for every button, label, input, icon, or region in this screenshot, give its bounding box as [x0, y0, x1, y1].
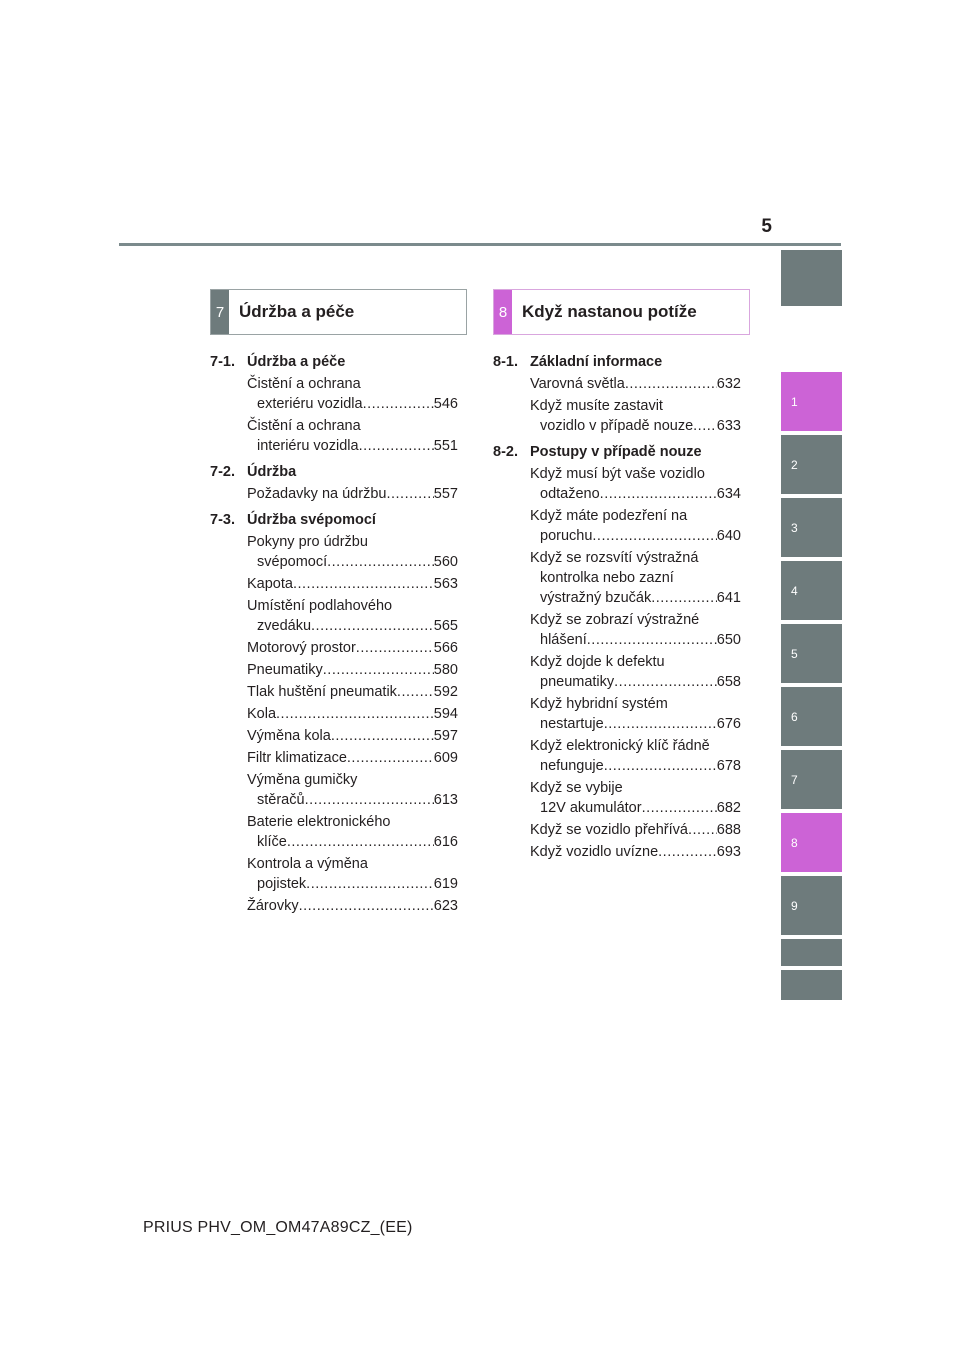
toc-entry[interactable]	[247, 770, 458, 810]
toc-entry[interactable]	[247, 574, 458, 594]
toc-entry[interactable]	[530, 694, 741, 734]
dot-leader	[356, 638, 434, 658]
toc-entry-text: Když se vybije	[530, 780, 623, 796]
chapter-tab-blank-11[interactable]	[781, 970, 842, 1000]
dot-leader	[311, 616, 434, 636]
chapter-heading[interactable]	[210, 510, 458, 530]
toc-page-number: 619	[433, 876, 458, 892]
chapter-tab-label: 3	[791, 520, 798, 535]
toc-page-number: 609	[433, 750, 458, 766]
toc-page-number: 563	[433, 576, 458, 592]
toc-entry[interactable]	[530, 548, 741, 608]
chapter-title: Údržba a péče	[247, 354, 346, 370]
toc-entry[interactable]	[530, 842, 741, 862]
toc-page-number: 594	[433, 706, 458, 722]
toc-entry-text: vozidlo v případě nouze	[540, 418, 694, 434]
toc-entry[interactable]	[530, 778, 741, 818]
toc-section-8	[493, 352, 741, 862]
toc-page-number: 633	[716, 418, 741, 434]
toc-entry[interactable]	[247, 638, 458, 658]
toc-entry[interactable]	[247, 374, 458, 414]
toc-page-number: 616	[433, 834, 458, 850]
toc-entry-text: Když se vozidlo přehřívá	[530, 822, 688, 838]
toc-entry[interactable]	[530, 396, 741, 436]
toc-page-number: 546	[433, 396, 458, 412]
toc-entry-text: Když elektronický klíč řádně	[530, 738, 710, 754]
chapter-tab-label: 7	[791, 772, 798, 787]
dot-leader	[306, 874, 434, 894]
toc-entry[interactable]	[530, 736, 741, 776]
chapter-tab-3[interactable]	[781, 498, 842, 557]
toc-page-number: 693	[716, 844, 741, 860]
toc-entry-text: Umístění podlahového	[247, 598, 393, 614]
toc-entry-text: Když se rozsvítí výstražná	[530, 550, 699, 566]
toc-entry-text: kontrolka nebo zazní	[540, 570, 674, 586]
dot-leader	[592, 526, 716, 546]
toc-entry[interactable]	[247, 682, 458, 702]
toc-entry-text: Výměna gumičky	[247, 772, 358, 788]
chapter-heading[interactable]	[493, 442, 741, 462]
chapter-tab-label: 5	[791, 646, 798, 661]
dot-leader	[604, 756, 717, 776]
chapter-title: Postupy v případě nouze	[530, 444, 702, 460]
chapter-tab-label: 4	[791, 583, 798, 598]
toc-entry[interactable]	[247, 896, 458, 916]
toc-page-number: 623	[433, 898, 458, 914]
chapter-heading[interactable]	[210, 462, 458, 482]
chapter-tab-blank-0[interactable]	[781, 250, 842, 306]
chapter-heading[interactable]	[210, 352, 458, 372]
chapter-tab-4[interactable]	[781, 561, 842, 620]
chapter-number: 8-1.	[493, 354, 518, 370]
chapter-tab-label: 1	[791, 394, 798, 409]
toc-entry[interactable]	[247, 532, 458, 572]
chapter-tab-label: 6	[791, 709, 798, 724]
toc-entry-text: odtaženo	[540, 486, 600, 502]
toc-entry-text: Když se zobrazí výstražné	[530, 612, 700, 628]
toc-entry-text: zvedáku	[257, 618, 312, 634]
toc-entry[interactable]	[247, 484, 458, 504]
toc-page-number: 566	[433, 640, 458, 656]
toc-entry[interactable]	[530, 652, 741, 692]
dot-leader	[651, 588, 717, 608]
dot-leader	[604, 714, 717, 734]
toc-entry-text: svépomocí	[257, 554, 328, 570]
dot-leader	[688, 820, 717, 840]
toc-page-number: 565	[433, 618, 458, 634]
toc-page-number: 640	[716, 528, 741, 544]
toc-entry[interactable]	[247, 660, 458, 680]
toc-entry[interactable]	[530, 506, 741, 546]
toc-entry[interactable]	[530, 464, 741, 504]
toc-entry-text: nefunguje	[540, 758, 604, 774]
chapter-tab-7[interactable]	[781, 750, 842, 809]
chapter-tab-9[interactable]	[781, 876, 842, 935]
dot-leader	[331, 726, 434, 746]
section-8-number: 8	[494, 290, 512, 334]
toc-entry-text: Baterie elektronického	[247, 814, 391, 830]
chapter-tab-label: 9	[791, 898, 798, 913]
dot-leader	[600, 484, 717, 504]
chapter-heading[interactable]	[493, 352, 741, 372]
toc-page-number: 634	[716, 486, 741, 502]
toc-page-number: 580	[433, 662, 458, 678]
toc-page-number: 560	[433, 554, 458, 570]
chapter-title: Základní informace	[530, 354, 663, 370]
toc-entry-text: Kola	[247, 706, 277, 722]
toc-entry[interactable]	[247, 416, 458, 456]
dot-leader	[587, 630, 717, 650]
toc-page-number: 678	[716, 758, 741, 774]
dot-leader	[397, 682, 434, 702]
toc-entry[interactable]	[247, 854, 458, 894]
section-7-title: Údržba a péče	[239, 302, 355, 321]
top-rule	[119, 243, 841, 246]
toc-entry-text: výstražný bzučák	[540, 590, 652, 606]
dot-leader	[287, 832, 434, 852]
toc-entry-text: Když dojde k defektu	[530, 654, 665, 670]
toc-page-number: 676	[716, 716, 741, 732]
section-7-header	[210, 289, 467, 335]
dot-leader	[386, 484, 433, 504]
toc-entry-text: Čistění a ochrana	[247, 418, 361, 434]
toc-entry-text: hlášení	[540, 632, 587, 648]
toc-entry-text: Čistění a ochrana	[247, 376, 361, 392]
toc-entry-text: Když máte podezření na	[530, 508, 688, 524]
toc-entry[interactable]	[530, 610, 741, 650]
dot-leader	[359, 436, 434, 456]
toc-entry-text: klíče	[257, 834, 287, 850]
toc-entry-text: pneumatiky	[540, 674, 615, 690]
chapter-number: 8-2.	[493, 444, 518, 460]
toc-entry-text: Pokyny pro údržbu	[247, 534, 368, 550]
toc-entry-text: Filtr klimatizace	[247, 750, 347, 766]
toc-entry[interactable]	[530, 820, 741, 840]
dot-leader	[299, 896, 434, 916]
toc-entry[interactable]	[247, 748, 458, 768]
toc-entry-text: stěračů	[257, 792, 305, 808]
dot-leader	[625, 374, 717, 394]
dot-leader	[323, 660, 434, 680]
toc-entry-text: nestartuje	[540, 716, 604, 732]
toc-entry-text: pojistek	[257, 876, 307, 892]
toc-page-number: 613	[433, 792, 458, 808]
page-number: 5	[761, 216, 772, 237]
dot-leader	[614, 672, 717, 692]
chapter-tab-1[interactable]	[781, 372, 842, 431]
chapter-tab-2[interactable]	[781, 435, 842, 494]
chapter-tab-label: 2	[791, 457, 798, 472]
chapter-tab-label: 8	[791, 835, 798, 850]
toc-entry-text: Varovná světla	[530, 376, 625, 392]
toc-entry[interactable]	[247, 812, 458, 852]
toc-entry-text: Když musíte zastavit	[530, 398, 663, 414]
toc-page-number: 658	[716, 674, 741, 690]
toc-entry[interactable]	[247, 596, 458, 636]
toc-page-number: 688	[716, 822, 741, 838]
toc-entry[interactable]	[247, 704, 458, 724]
chapter-number: 7-1.	[210, 354, 235, 370]
toc-page-number: 682	[716, 800, 741, 816]
dot-leader	[327, 552, 434, 572]
chapter-tab-8[interactable]	[781, 813, 842, 872]
dot-leader	[642, 798, 717, 818]
toc-entry-text: Pneumatiky	[247, 662, 323, 678]
section-8-title: Když nastanou potíže	[522, 302, 697, 321]
dot-leader	[363, 394, 434, 414]
dot-leader	[276, 704, 434, 724]
chapter-tab-5[interactable]	[781, 624, 842, 683]
toc-page-number: 632	[716, 376, 741, 392]
toc-entry-text: exteriéru vozidla	[257, 396, 363, 412]
section-7-number: 7	[211, 290, 229, 334]
toc-entry-text: Když vozidlo uvízne	[530, 844, 659, 860]
toc-entry-text: Kontrola a výměna	[247, 856, 368, 872]
chapter-number: 7-2.	[210, 464, 235, 480]
section-8-header	[493, 289, 750, 335]
toc-entry-text: Tlak huštění pneumatik	[247, 684, 397, 700]
toc-entry-text: interiéru vozidla	[257, 438, 359, 454]
toc-entry-text: Výměna kola	[247, 728, 331, 744]
toc-section-7	[210, 352, 458, 916]
chapter-title: Údržba	[247, 464, 297, 480]
toc-page-number: 650	[716, 632, 741, 648]
dot-leader	[693, 416, 717, 436]
toc-entry-text: poruchu	[540, 528, 593, 544]
dot-leader	[347, 748, 434, 768]
dot-leader	[305, 790, 434, 810]
toc-entry-text: Když musí být vaše vozidlo	[530, 466, 705, 482]
toc-entry-text: Motorový prostor	[247, 640, 356, 656]
toc-entry-text: Požadavky na údržbu	[247, 486, 387, 502]
toc-page-number: 597	[433, 728, 458, 744]
toc-page-number: 592	[433, 684, 458, 700]
toc-page-number: 551	[433, 438, 458, 454]
chapter-tab-blank-10[interactable]	[781, 939, 842, 966]
toc-page-number: 557	[433, 486, 458, 502]
chapter-number: 7-3.	[210, 512, 235, 528]
toc-entry-text: 12V akumulátor	[540, 800, 642, 816]
chapter-tab-6[interactable]	[781, 687, 842, 746]
toc-page-number: 641	[716, 590, 741, 606]
toc-entry-text: Kapota	[247, 576, 293, 592]
toc-entry[interactable]	[530, 374, 741, 394]
dot-leader	[658, 842, 717, 862]
document-code: PRIUS PHV_OM_OM47A89CZ_(EE)	[143, 1219, 413, 1236]
chapter-title: Údržba svépomocí	[247, 512, 376, 528]
toc-entry-text: Když hybridní systém	[530, 696, 668, 712]
dot-leader	[293, 574, 434, 594]
toc-entry[interactable]	[247, 726, 458, 746]
toc-entry-text: Žárovky	[247, 898, 299, 914]
